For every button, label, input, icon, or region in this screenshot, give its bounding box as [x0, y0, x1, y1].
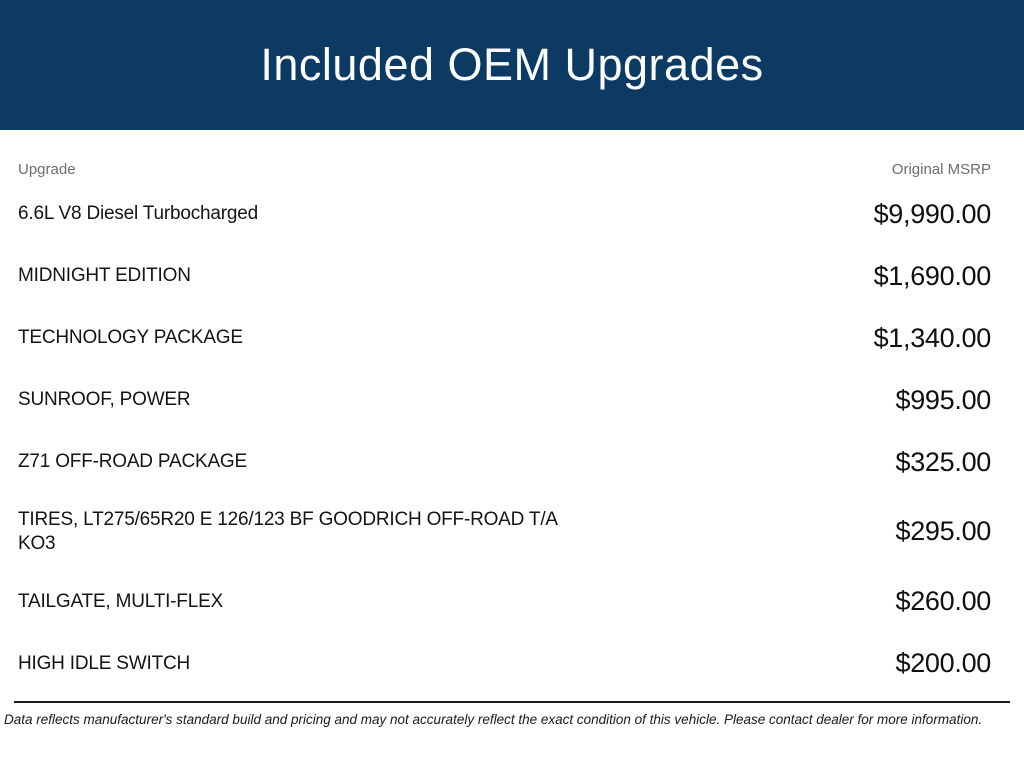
upgrade-name: Z71 OFF-ROAD PACKAGE	[18, 451, 247, 473]
upgrade-price: $995.00	[895, 384, 991, 415]
table-body	[18, 183, 991, 695]
table-row	[18, 571, 991, 633]
upgrade-name: TIRES, LT275/65R20 E 126/123 BF GOODRICH OFF-ROAD T/A KO3	[18, 509, 557, 554]
upgrade-name: SUNROOF, POWER	[18, 389, 191, 411]
table-row	[18, 183, 991, 245]
upgrade-name: HIGH IDLE SWITCH	[18, 652, 191, 674]
upgrade-price: $200.00	[895, 648, 991, 678]
upgrade-price: $1,690.00	[873, 260, 991, 291]
upgrade-name: TECHNOLOGY PACKAGE	[18, 327, 243, 349]
upgrade-price: $1,340.00	[873, 322, 991, 353]
page-title: Included OEM Upgrades	[260, 39, 764, 90]
table-row	[18, 493, 991, 571]
upgrade-name: 6.6L V8 Diesel Turbocharged	[18, 203, 258, 225]
table-row	[18, 369, 991, 431]
disclaimer-text: Data reflects manufacturer's standard build and pricing and may not accurately reflect the exact condition of this vehicle. Please contact dealer for more information.	[4, 711, 983, 727]
table-row	[18, 307, 991, 369]
upgrade-price: $260.00	[895, 586, 991, 616]
upgrade-name: MIDNIGHT EDITION	[18, 265, 191, 287]
column-header-upgrade: Upgrade	[18, 161, 76, 178]
upgrade-name: TAILGATE, MULTI-FLEX	[18, 590, 224, 612]
table-row	[18, 431, 991, 493]
table-row	[18, 245, 991, 307]
upgrade-price: $9,990.00	[873, 198, 991, 229]
footer-divider	[14, 701, 1010, 703]
page-header-banner	[0, 0, 1024, 130]
table-column-headers	[18, 161, 991, 178]
column-header-original-msrp: Original MSRP	[891, 161, 991, 178]
upgrades-table	[0, 161, 1024, 695]
upgrade-price: $295.00	[895, 516, 991, 547]
table-row	[18, 633, 991, 695]
upgrade-price: $325.00	[895, 446, 991, 477]
